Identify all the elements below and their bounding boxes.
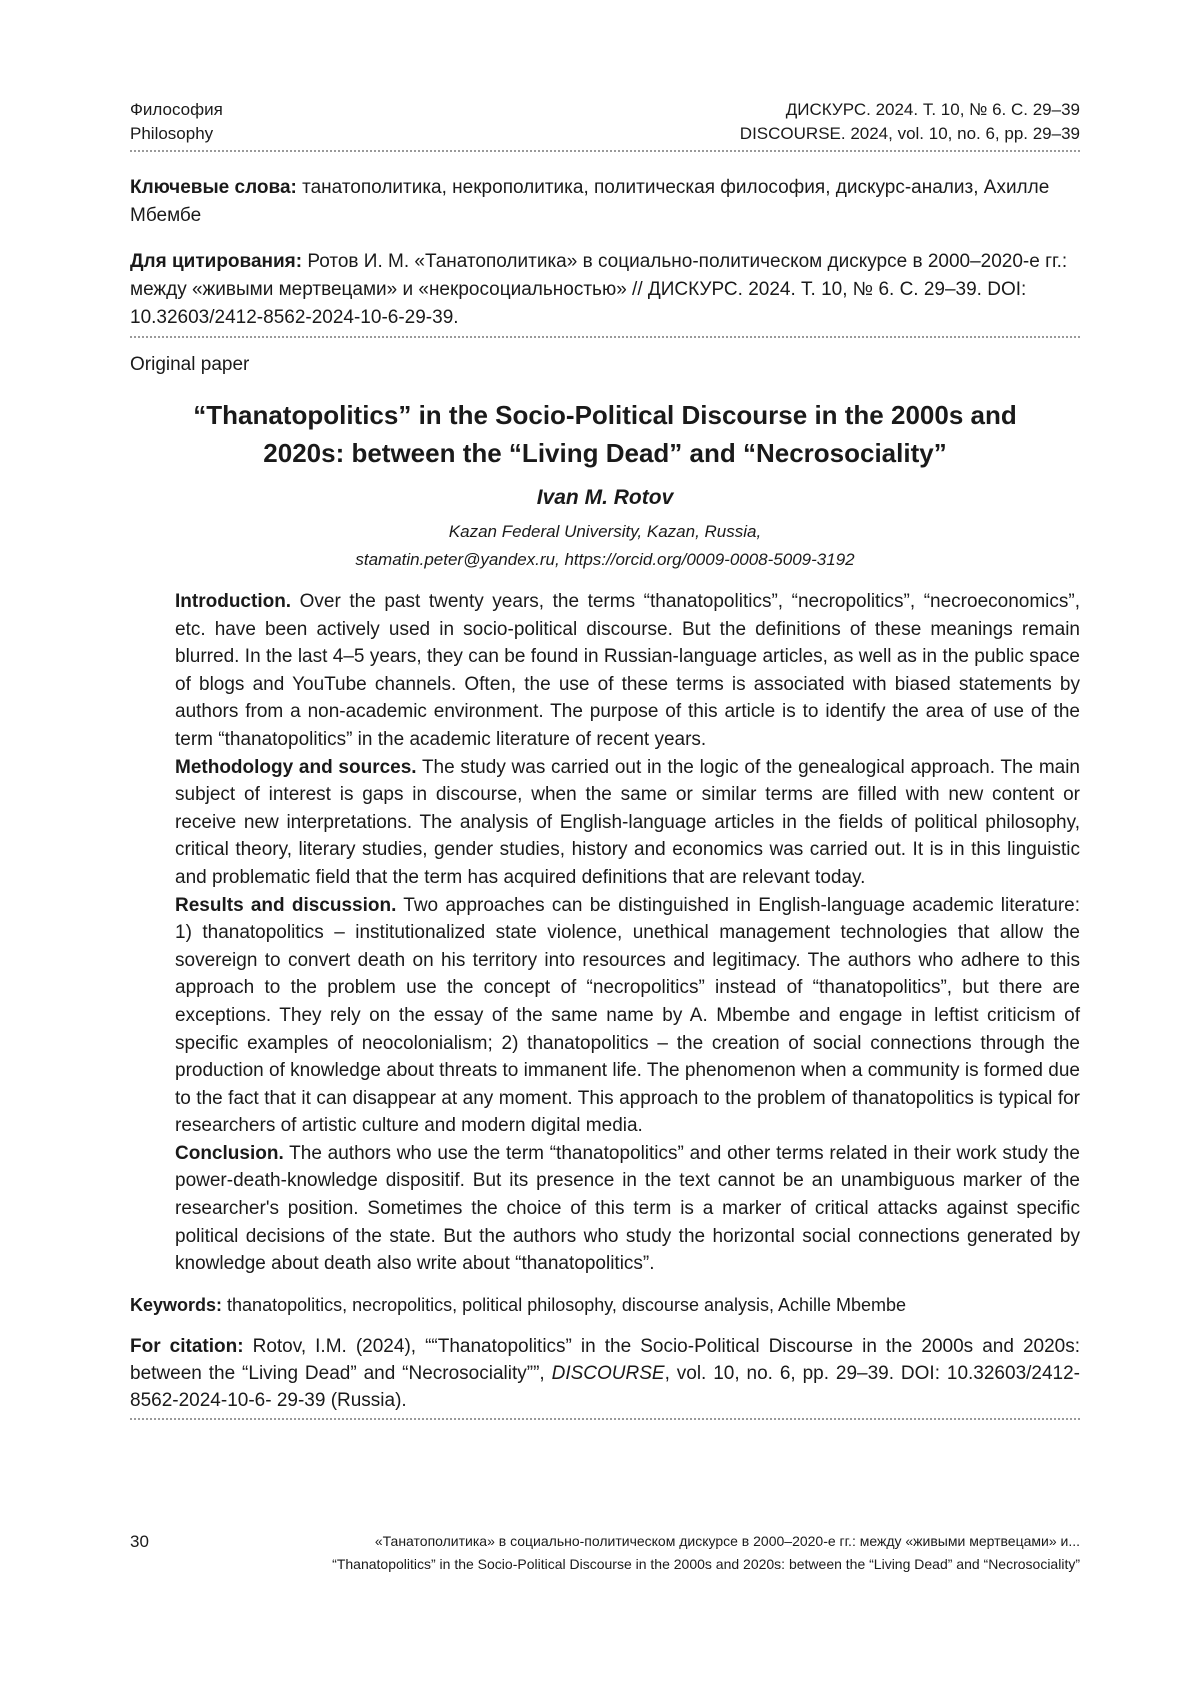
header-journal-en: DISCOURSE. 2024, vol. 10, no. 6, pp. 29–39 [739,124,1080,143]
header-journal-ru: ДИСКУРС. 2024. Т. 10, № 6. С. 29–39 [785,100,1080,119]
affiliation-line: Kazan Federal University, Kazan, Russia, [448,522,762,541]
citation-en [130,1333,1080,1414]
keywords-en-text: thanatopolitics, necropolitics, political philosophy, discourse analysis, Achille Mbembe [222,1294,907,1315]
abstract-text: Two approaches can be distinguished in English-language academic literature: 1) thanatopolitics – institutionalized state violence, unethical management technologies that allow the sovereign to convert death on his territory into resources and legitimacy. The authors who adhere to this approach to the problem use the concept of “necropolitics” instead of “thanatopolitics”, but there are exceptions. They rely on the essay of the same name by A. Mbembe and engage in leftist criticism of specific examples of neocolonialism; 2) thanatopolitics – the creation of social connections through the production of knowledge about threats to immanent life. The phenomenon when a community is formed due to the fact that it can disappear at any moment. This approach to the problem of thanatopolitics is typical for researchers of artistic culture and modern digital media. [175,894,1081,1137]
citation-ru [130,248,1080,332]
citation-en-divider [130,1418,1080,1420]
keywords-en [130,1292,1080,1319]
citation-ru-label: Для цитирования: [130,251,303,272]
citation-en-text: Rotov, I.M. (2024), ““Thanatopolitics” in the Socio-Political Discourse in the 2000s and 2020s: between the “Living Dead” and “Necrosociality””, [130,1335,1080,1384]
abstract-results [175,892,1080,1140]
abstract-heading: Conclusion. [175,1142,284,1164]
footer-title-ru: «Танатополитика» в социально-политическом дискурсе в 2000–2020-е гг.: между «живыми мертвецами» и... [374,1533,1080,1549]
page-number: 30 [130,1532,149,1551]
header-section-en: Philosophy [130,124,214,143]
abstract [175,588,1080,1278]
keywords-en-label: Keywords: [130,1294,223,1315]
author-affiliation [130,518,1080,574]
article-title: “Thanatopolitics” in the Socio-Political Discourse in the 2000s and 2020s: between the “Living Dead” and “Necrosociality” [193,400,1017,468]
keywords-ru-text: танатополитика, некрополитика, политическая философия, дискурс-анализ, Ахилле Мбембе [130,177,1050,226]
abstract-conclusion [175,1140,1080,1278]
citation-en-journal: DISCOURSE [551,1362,665,1384]
citation-ru-text: Ротов И. М. «Танатополитика» в социально-политическом дискурсе в 2000–2020-е гг.: между «живыми мертвецами» и «некросоциальностью» // ДИСКУРС. 2024. Т. 10, № 6. С. 29–39. DOI: 10.32603/2412-8562-2024-10-6-29-39. [130,251,1068,328]
keywords-ru [130,174,1080,230]
abstract-text: The study was carried out in the logic of the genealogical approach. The main subject of interest is gaps in discourse, when the same or similar terms are filled with new content or receive new interpretations. The analysis of English-language articles in the fields of political philosophy, critical theory, literary studies, gender studies, history and economics was carried out. It is in this linguistic and problematic field that the term has acquired definitions that are relevant today. [175,756,1080,888]
abstract-text: The authors who use the term “thanatopolitics” and other terms related in their work study the power-death-knowledge dispositif. But its presence in the text cannot be an unambiguous marker of the researcher's position. Sometimes the choice of this term is a marker of critical attacks against specific political decisions of the state. But the authors who study the horizontal social connections generated by knowledge about death also write about “thanatopolitics”. [175,1142,1080,1275]
running-header [130,98,1080,146]
abstract-introduction [175,588,1080,754]
header-left [130,98,223,146]
footer-title-en: “Thanatopolitics” in the Socio-Political Discourse in the 2000s and 2020s: between the “Living Dead” and “Necrosociality” [332,1556,1080,1572]
author-name: Ivan M. Rotov [536,486,674,509]
abstract-methodology [175,754,1080,892]
abstract-text: Over the past twenty years, the terms “thanatopolitics”, “necropolitics”, “necroeconomics”, etc. have been actively used in socio-political discourse. But the definitions of these meanings remain blurred. In the last 4–5 years, they can be found in Russian-language articles, as well as in the public space of blogs and YouTube channels. Often, the use of these terms is associated with biased statements by authors from a non-academic environment. The purpose of this article is to identify the area of use of the term “thanatopolitics” in the academic literature of recent years. [175,591,1080,750]
abstract-heading: Introduction. [175,591,292,612]
citation-en-text-end: , vol. 10, no. 6, pp. 29–39. DOI: 10.32603/2412-8562-2024-10-6- 29-39 (Russia). [130,1362,1081,1411]
abstract-heading: Methodology and sources. [175,756,417,778]
header-section-ru: Философия [130,100,223,119]
citation-divider [130,336,1080,338]
header-right [740,98,1080,146]
page-content [130,98,1080,1420]
page-footer [130,1530,1080,1576]
header-divider [130,150,1080,152]
contact-line: stamatin.peter@yandex.ru, https://orcid.org/0009-0008-5009-3192 [355,550,855,569]
keywords-ru-label: Ключевые слова: [130,177,297,198]
paper-type: Original paper [130,354,250,375]
abstract-heading: Results and discussion. [175,894,397,916]
citation-en-label: For citation: [130,1335,244,1357]
